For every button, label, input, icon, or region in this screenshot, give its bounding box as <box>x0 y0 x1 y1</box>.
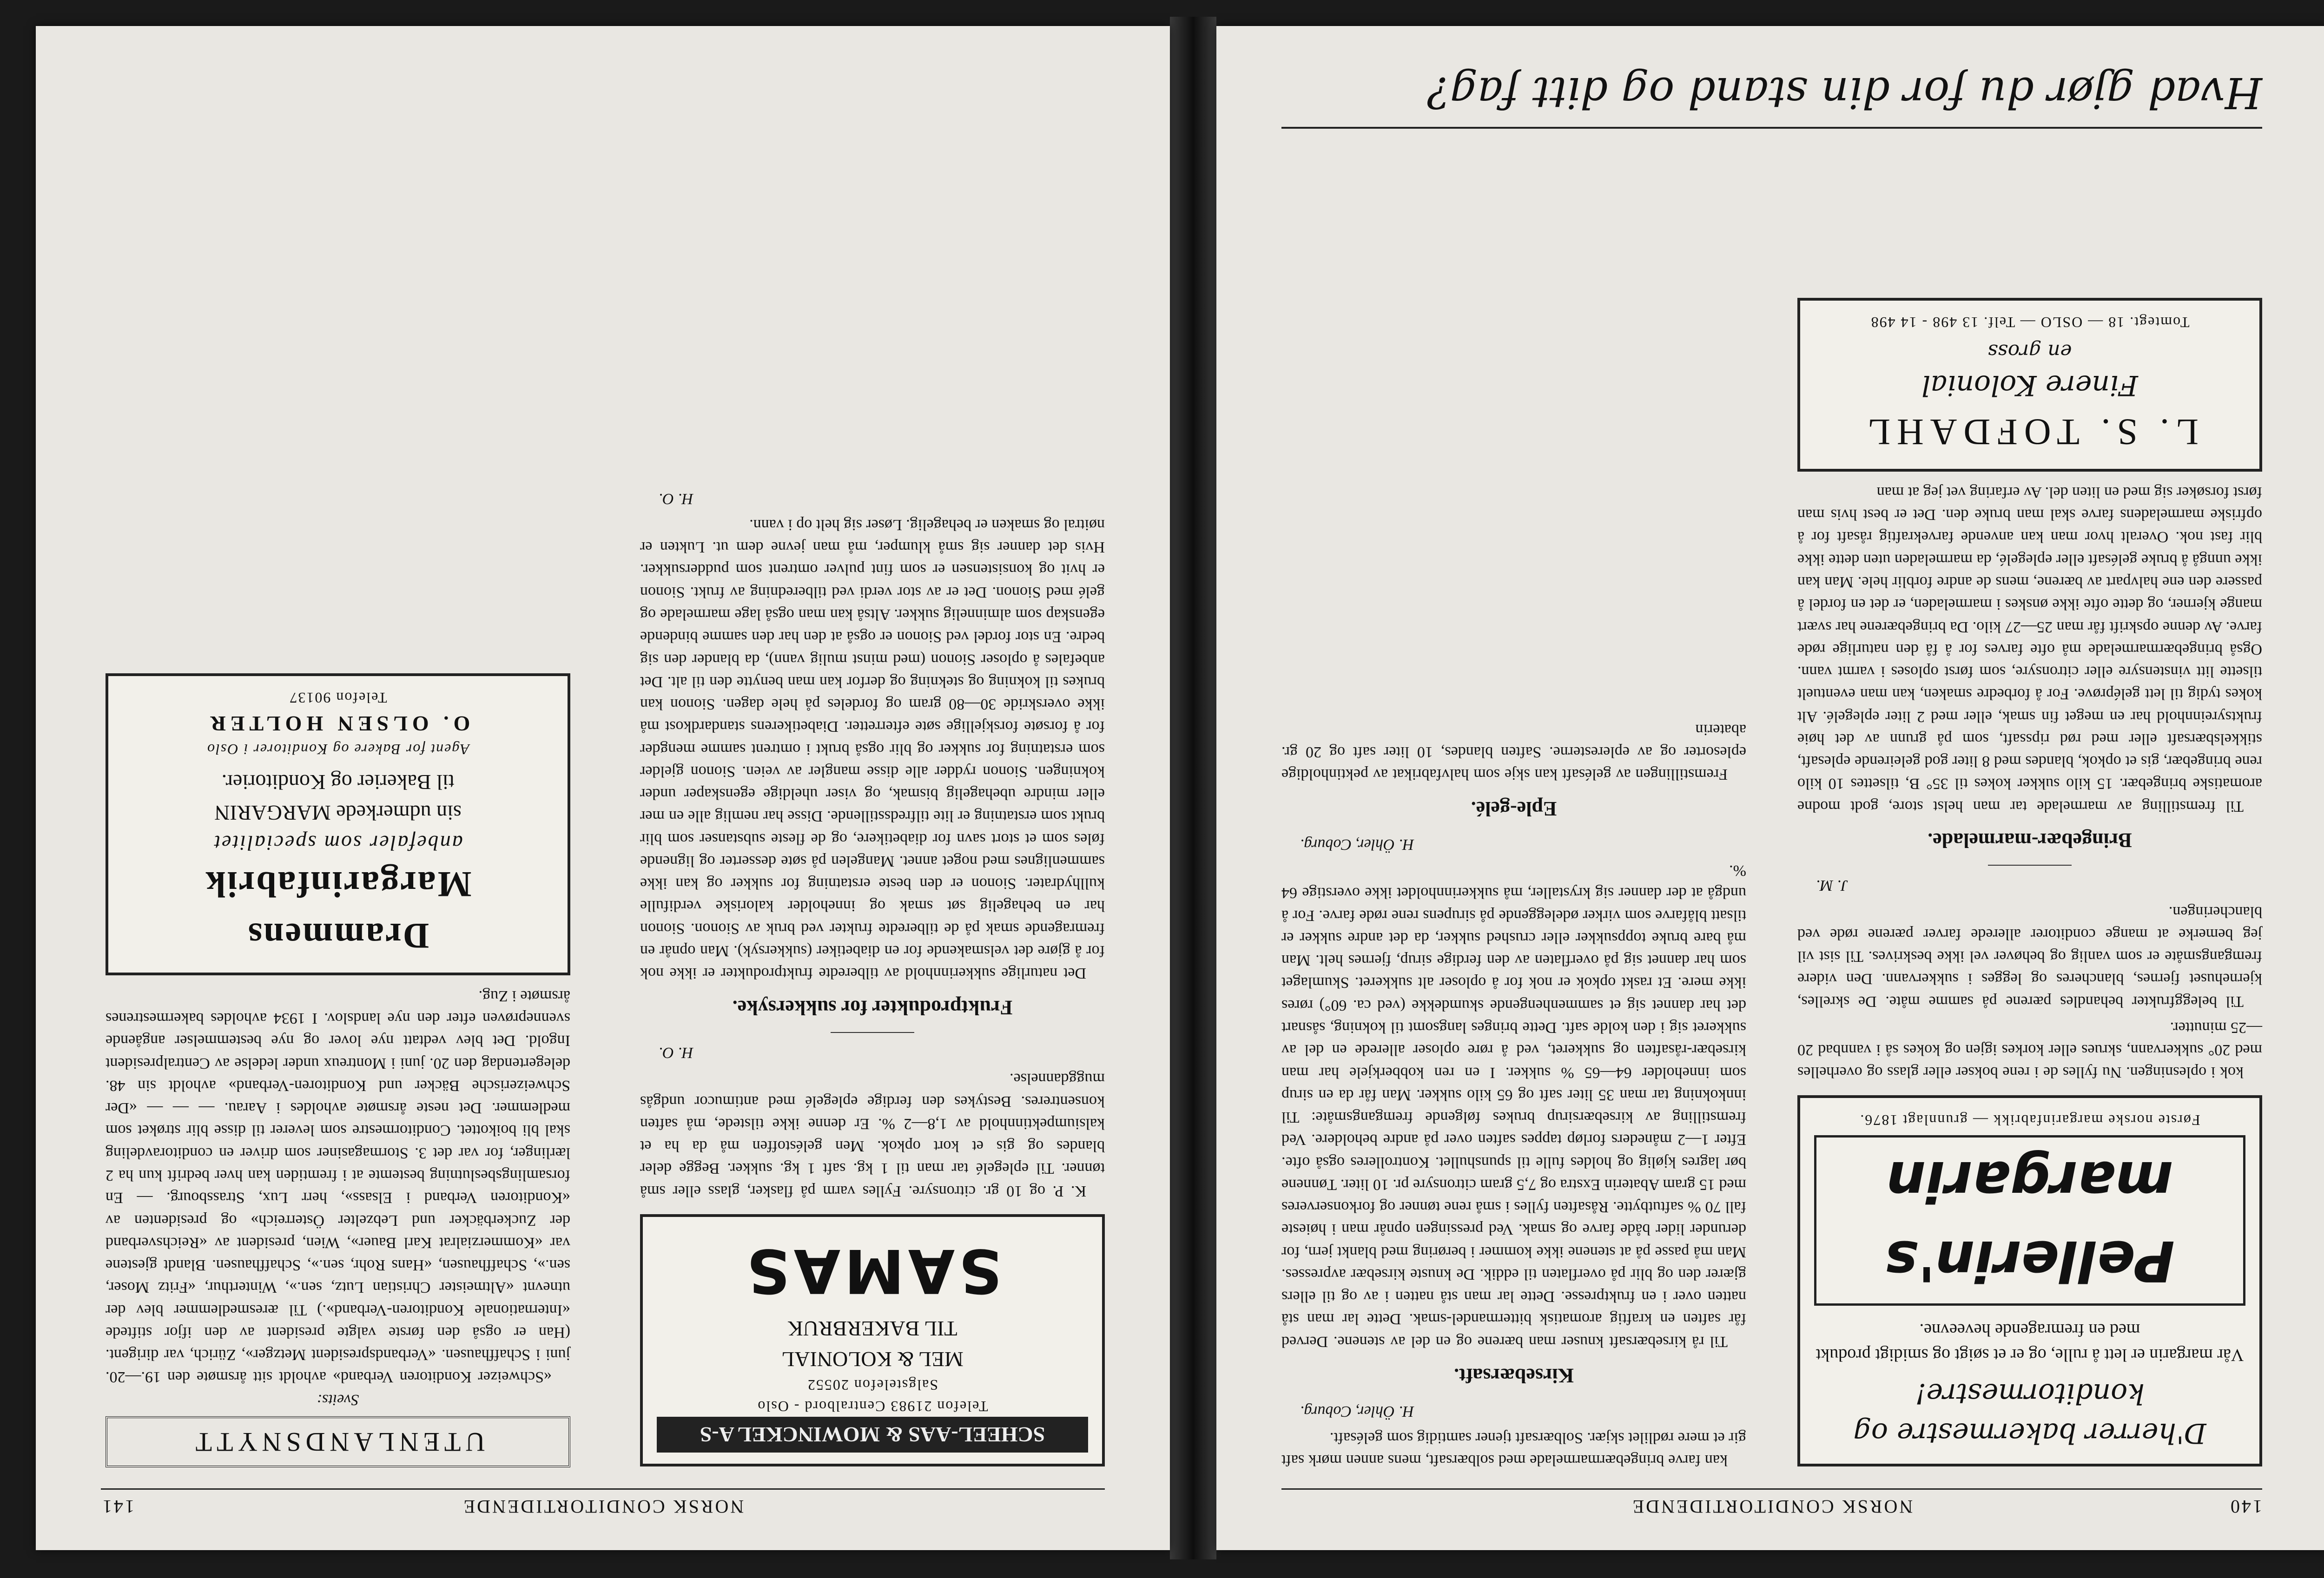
page-number: 141 <box>101 1496 134 1517</box>
running-title: NORSK CONDITORTIDENDE <box>1631 1496 1913 1517</box>
ad-tofdahl <box>1797 298 2262 472</box>
ad-body: Vår margarin er lett å rulle, og er et søigt og smidigt produkt med en fremragende heveevne. <box>1816 1320 2244 1365</box>
ad-phone: Telefon 90137 <box>289 690 387 707</box>
ad-sales-phone: Salgstelefon 20552 <box>806 1377 938 1394</box>
ad-phone: Telefon 21983 Centralbord - Oslo <box>757 1398 988 1415</box>
signature: H. Öhler, Coburg. <box>1300 835 1414 853</box>
paragraph: «Schweizer Konditoren Verband» avholdt sitt årsmøte den 19.—20. juni i Schaffhausen. «Verbandspresident Metzger», Zürich, var dirigent. (Han er også den første valgte president av den ifjor stiftede «Internationale Konditoren-Verband».) Til æresmedlemmer blev der utnevnt «Altmeister Christian Lutz, sen.», Winterthur, «Fritz Moser, sen.», Schaffhausen, «Hans Rohr, sen.», Schaffhausen. Blandt gjestene var «Kommerzialrat Karl Bauer», Wien, president av «Reichsverband der Zuckerbäcker und Lebzelter Österreich» og presidenten av «Konditoren Verband i Elsass», herr Lux, Strassbourg. — En forsamlingsbeslutning bestemte at i fremtiden kan hver bedrift kun ha 2 lærlinger, for var det 3. Stormagasiner som driver en conditoravdeling skal bli boikottet. Conditormestre som leverer til disse blir strøket som medlemmer. Det neste årsmøte avholdes i Aarau. — — — «Der Schweizerische Bäcker und Konditoren-Verband» avholdt sin 48. delegertendag den 20. juni i Montreux under ledelse av Centralpresident Ingold. Det blev vedtatt nye lover og nye bestemmelser angående svenneprøven efter den nye landslov. I 1934 avholdes bakermestrenes årsmøte i Zug. <box>106 987 570 1386</box>
column-left-2 <box>1281 714 1746 1471</box>
ad-agent-label: Agent for Bakere og Konditorer i Oslo <box>206 741 469 758</box>
paragraph: kan farve bringebærmarmelade med solbærsaft, mens annen mørk saft gir et mere rødlilet skjær. Solbærsaft tjener samtidig som gelésaft. <box>1281 1429 1746 1469</box>
ad-line: sin udmerkede MARGARIN <box>214 801 462 825</box>
ad-line: MEL & KOLONIAL <box>781 1347 964 1371</box>
pellerin-logo: Pellerin's margarin <box>1814 1135 2245 1306</box>
paragraph: Det naturlige sukkerinnhold av tilberedte fruktprodukter er ikke nok for å gjøre det velsmakende for en diabetiker (sukkersyk). Man opnår en fremragende smak på de tilberedte frukter ved bruk av Sionon. Sionon har en behagelig søt smak og inneholder kaloriske verdifulle kullhydrater. Sionon er den beste erstatning for sukker og kan ikke sammenlignes med noget annet. Mangelen på søte desserter og lignende føles som et stort savn for diabetikere, og de fleste substanser som blir brukt som erstatning er lite tilfredsstillende. Disse har nemlig alle en mer eller mindre ubehagelig bismak, og viser uheldige egenskaper under kokningen. Sionon rydder alle disse mangler av veien. Sionon gjelder som erstatning for sukker og blir også brukt i omtrent samme mengder for å forsøte forskjellige søte efterretter. Diabetikerens standardkost må ikke overskride 30—80 gram og fordeles på hele dagen. Sionon kan brukes til kokning og stekning og derfor kan man benytte den til alt. Det anbefales å oploser Sionon (med minst mulig vann), da blander den sig bedre. En stor fordel ved Sionon er også at den har den samme bindende egenskap som alminnelig sukker. Altså kan man også lage marmelade og gelé med Sionon. Det er av stor verdi ved tilberedning av frukt. Sionon er hvit og konsistensen er som fint pulver omtrent som puddersukker. Hvis det danner sig små klumper, må man jevne dem ut. Lukten er nøitral og smaken er behagelig. Løser sig helt op i vann. <box>640 516 1105 982</box>
signature: H. O. <box>659 1044 693 1061</box>
article-heading: Eple-gelé. <box>1471 797 1557 820</box>
ad-line: Finere Kolonial <box>1921 369 2138 402</box>
article-heading: Bringebær-marmelade. <box>1928 829 2132 852</box>
bottom-headline: Hvad gjør du for din stand og ditt fag? <box>1281 68 2262 129</box>
ad-scheel <box>640 1214 1105 1466</box>
page-number: 140 <box>2229 1496 2262 1517</box>
book-spine <box>1170 17 1216 1559</box>
article-heading: Fruktprodukter for sukkersyke. <box>732 996 1013 1019</box>
ad-drammens <box>106 673 570 975</box>
column-right-2 <box>106 661 570 1471</box>
ad-headline: D'herrer bakermestre og konditormestre! <box>1853 1377 2206 1449</box>
ad-pellerin <box>1797 1096 2262 1467</box>
ad-line: til Bakerier og Konditorier. <box>221 770 455 795</box>
divider <box>831 1032 914 1033</box>
ad-agent-name: O. OLSEN HOLTER <box>205 711 470 736</box>
page-140 <box>1216 26 2324 1550</box>
ad-firm-name: SCHEEL-AAS & MOWINCKEL A-S <box>657 1417 1088 1453</box>
paragraph: K. P. og 10 gr. citronsyre. Fylles varm på flasker, glass eller små tønner. Til eplegelé tar man til 1 kg. saft 1 kg. sukker. Begge deler blandes og gis et kort opkok. Men geléstoffen må da ha et kalsiumpektinnhold av 1,8—2 %. Er denne ikke tilstede, må saften konsentreres. Bestykes den ferdige eplegelé med antimucor undgås muggdannelse. <box>640 1070 1105 1200</box>
signature: H. O. <box>659 490 693 507</box>
paragraph: Fremstillingen av gelésaft kan skje som halvfabrikat av pektinholdige eplesorter og av epleresterne. Saften blandes, 10 liter saft og 20 gr. abaterin <box>1281 721 1746 783</box>
paragraph: Til beleggfrukter behandles pærene på samme måte. De skrelles, kjernehuset fjernes, blancheres og legges i sukkervann. Den videre fremgangsmåte er som vanlig og behøver vel ikke beskrives. Til sist vil jeg bemerke at mange conditorer allerede farver pærene røde ved blancheringen. <box>1797 903 2262 1010</box>
signature: H. Öhler, Coburg. <box>1300 1403 1414 1420</box>
ad-firm-name: Drammens Margarinfabrik <box>204 864 472 956</box>
running-title: NORSK CONDITORTIDENDE <box>462 1496 744 1517</box>
column-right-1 <box>640 482 1105 1471</box>
ad-line: en gross <box>1987 340 2072 363</box>
paragraph: Til rå kirsebærsaft knuser man bærene og en del av stenene. Derved får saften en kraftig aromatisk bittermandel-smak. Dette lar man stå natten over i en fruktpresse. Dette lar man stå natten i av og til ellers gjærer den og blir på overflaten til eddik. De knuste kirsebær avpresses. Man må passe på at stenene ikke kommer i berøring med blankt jern, for derunder lider både farve og smak. Ved pressingen opnår man i høieste fall 70 % saftutbytte. Råsaften fylles i små rene tønner og forkonserveres med 15 gram Abaterin Exstra og 7,5 gram citronsyre pr. 10 liter. Tønnene bør lagres kjølig og holdes fulle til spunshullet. Kontrolleres også ofte. Efter 1—2 måneders forløp tappes saften over på andre beholdere. Ved fremstilling av kirsebærsirup brukes følgende fremgangsmåte: Til innkokning tar man 35 liter saft og 65 kilo sukker. Man får da en sirup som inneholder 64—65 % sukker. I en ren kobberkjele har man kirsebær-råsaften og sukkeret, ved å røre oploser allerede en del av sukkeret sig i den kolde saft. Dette bringes langsomt til kokning, såsnart det har dannet sig et sammenhengende skumdekke (ved ca. 60°) røres ikke mere. Et raskt opkok er nok for å oploser alt sukkeret. Skumlaget som har dannet sig på overflaten av den ferdige sirup, fjernes helt. Man må bare bruke toppsukker eller crushed sukker, da det andre sukker er tilsatt blåfarve som virker ødeleggende på sirupens rene røde farve. For å undgå at der danner sig krystaller, må sukkerinnholdet ikke overstige 64 %. <box>1281 862 1746 1350</box>
paragraph: Til fremstilling av marmelade tar man helst store, godt modne aromatiske bringebær. 15 kilo sukker kokes til 35° B, tilsettes 10 kilo rene bringebær, gis et opkok, blandes med 8 liter god geleirende eplesaft, stikkelsbærsaft eller med rød ripssaft, som på grunn av det høie fruktsyreinnhold har en meget fin smak, eller med 2 liter eplegelé. Alt kokes tydig til lett geléprøve. For å forbedre smaken, kan man eventuelt tilsette litt vinstensyre eller citronsyre, som først oploses i varmt vann. Også bringebærmarmelade må ofte farves for å få den naturlige røde farve. Av denne opskrift får man 25—27 kilo. Da bringebærene har svært mange kjerner, og dette ofte ikke ønskes i marmeladen, er det en fordel å passere den ene halvpart av bærene, mens de andre forblir hele. Man kan ikke unngå å bruke gelésaft eller eplegelé, da marmeladen uten dette ikke blir fast nok. Overalt hvor man kan anvende farvekraftig råsaft for å opfriske marmeladens farve skal man bruke den. Det er best hvis man først forsøker sig med en liten del. Av erfaring vet jeg at man <box>1797 483 2262 815</box>
running-head <box>1281 1488 2262 1518</box>
section-banner: UTENLANDSNYTT <box>106 1416 570 1467</box>
article-heading: Kirsebærsaft. <box>1454 1364 1574 1387</box>
ad-footer: Første norske margarinfabrikk — grunnlagt 1876. <box>1859 1111 2200 1129</box>
column-left-1 <box>1797 286 2262 1471</box>
signature: J. M. <box>1816 877 1848 894</box>
ad-firm-name: L. S. TOFDAHL <box>1861 411 2199 452</box>
ad-address: Tomtegt. 18 — OSLO — Telf. 13 498 - 14 498 <box>1870 314 2190 331</box>
divider <box>1988 865 2072 866</box>
page-141 <box>36 26 1170 1550</box>
ad-line: anbefaler som specialitet <box>213 831 463 855</box>
subsection-label: Sveits: <box>317 1391 359 1408</box>
paragraph: kok i oplesningen. Nu fylles de i rene bokser eller glass og overhelles med 20° sukkervann, skrues eller korkes igjen og kokes så i vannbad 20—25 minutter. <box>1797 1019 2262 1081</box>
running-head <box>101 1488 1105 1518</box>
ad-line: TIL BAKERBRUK <box>787 1317 957 1341</box>
samas-logo: SAMAS <box>743 1236 1002 1307</box>
